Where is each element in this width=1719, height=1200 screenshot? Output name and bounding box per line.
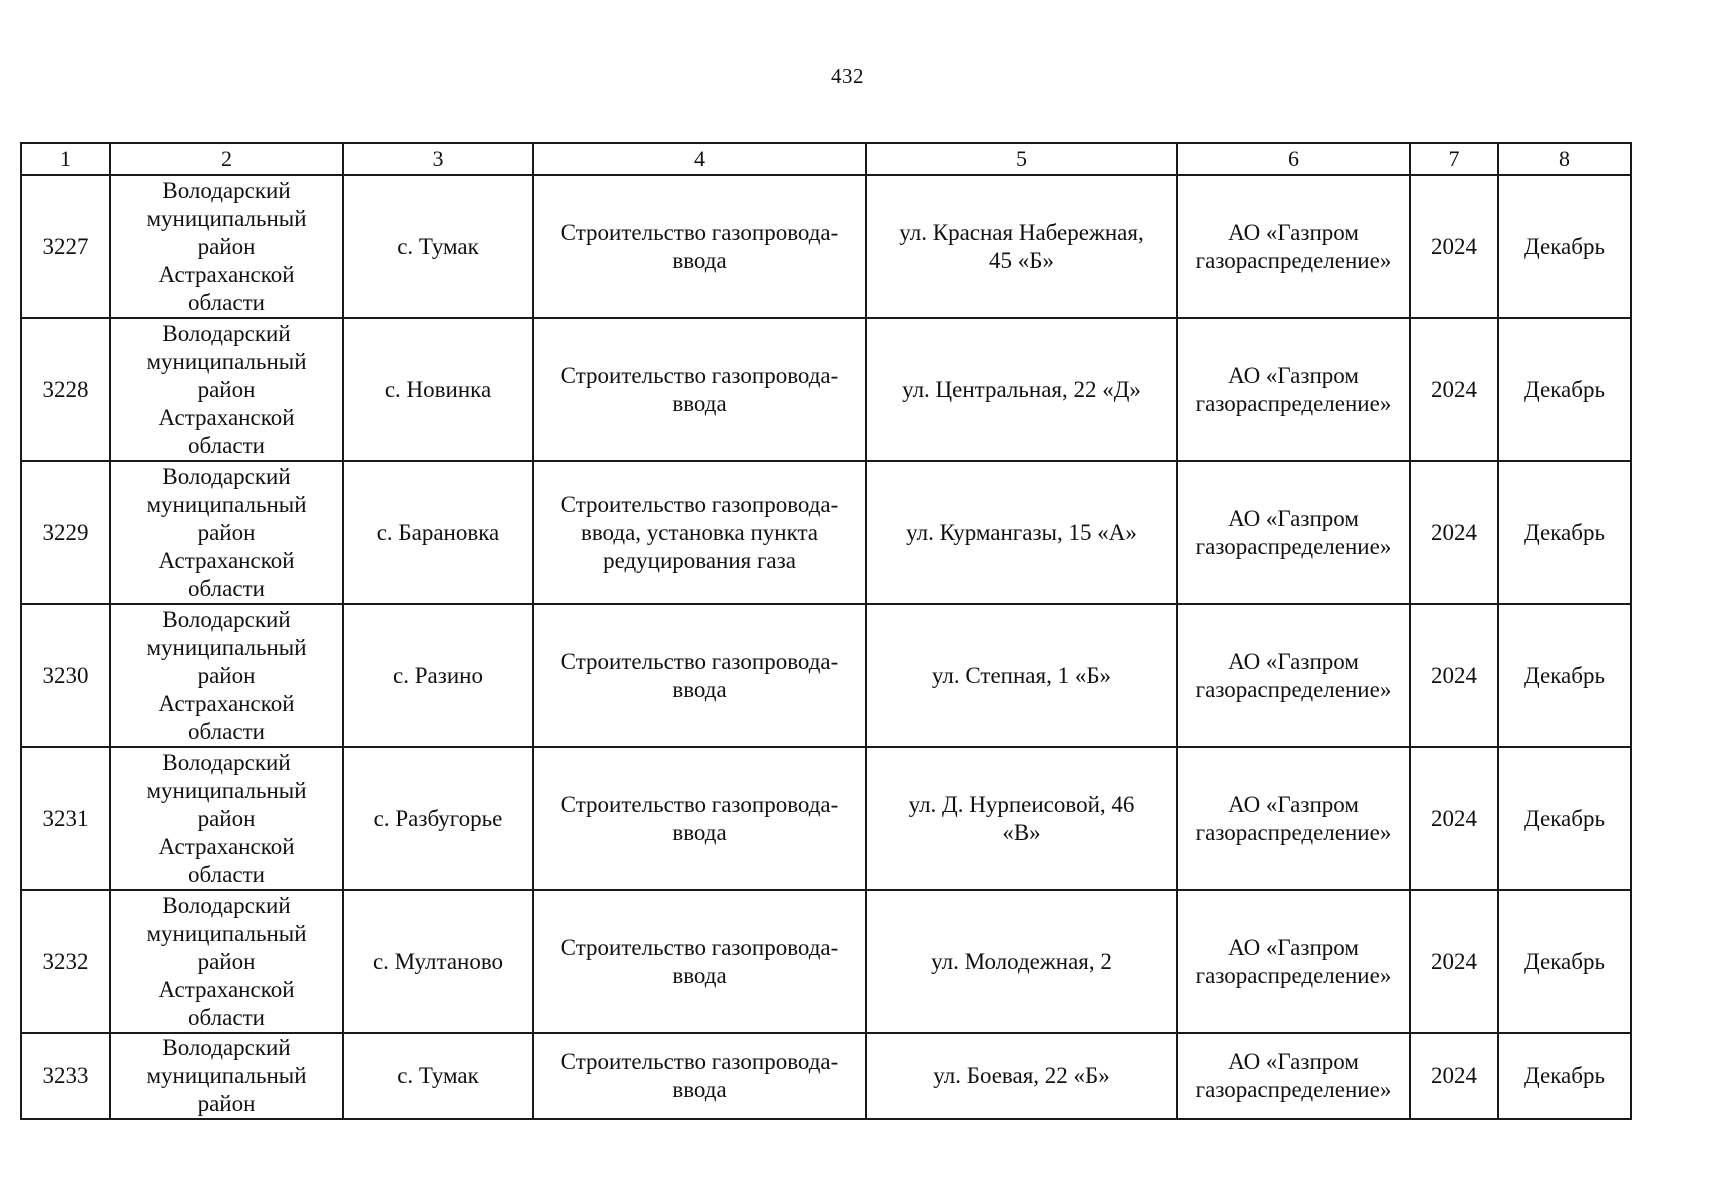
row-number-cell: 3227 — [21, 175, 110, 318]
cell-line: муниципальный — [146, 348, 307, 374]
year-cell: 2024 — [1410, 175, 1498, 318]
row-number-cell: 3229 — [21, 461, 110, 604]
cell-line: ввода — [672, 390, 727, 416]
cell-line: Астраханской — [158, 547, 295, 573]
month-cell: Декабрь — [1498, 175, 1631, 318]
contractor-cell — [1177, 318, 1410, 461]
contractor-cell — [1177, 890, 1410, 1033]
cell-line: АО «Газпром — [1228, 648, 1359, 674]
column-header: 6 — [1177, 143, 1410, 175]
cell-line: АО «Газпром — [1228, 934, 1359, 960]
gas-pipeline-table — [20, 142, 1632, 1120]
work-description-cell — [533, 175, 866, 318]
cell-line: Строительство газопровода- — [560, 934, 839, 960]
address-cell — [866, 175, 1177, 318]
cell-line: Строительство газопровода- — [560, 1049, 839, 1074]
row-number-cell: 3231 — [21, 747, 110, 890]
cell-line: район — [197, 948, 256, 974]
cell-line: области — [188, 861, 265, 887]
settlement-cell: с. Мултаново — [343, 890, 533, 1033]
cell-line: муниципальный — [146, 491, 307, 517]
cell-line: район — [197, 1091, 256, 1116]
table-row — [21, 890, 1631, 1033]
cell-line: Строительство газопровода- — [560, 491, 839, 517]
cell-line: области — [188, 575, 265, 601]
work-description-cell — [533, 890, 866, 1033]
cell-line: Строительство газопровода- — [560, 219, 839, 245]
cell-line: Володарский — [162, 606, 291, 632]
cell-line: газораспределение» — [1195, 247, 1392, 273]
cell-line: Астраханской — [158, 976, 295, 1002]
table-row — [21, 604, 1631, 747]
cell-line: АО «Газпром — [1228, 1049, 1359, 1074]
address-cell — [866, 461, 1177, 604]
settlement-cell: с. Тумак — [343, 175, 533, 318]
cell-line: АО «Газпром — [1228, 362, 1359, 388]
cell-line: Володарский — [162, 177, 291, 203]
row-number-cell: 3232 — [21, 890, 110, 1033]
district-cell — [110, 175, 343, 318]
year-cell: 2024 — [1410, 1033, 1498, 1119]
table-row — [21, 461, 1631, 604]
address-cell — [866, 747, 1177, 890]
month-cell: Декабрь — [1498, 461, 1631, 604]
district-cell — [110, 461, 343, 604]
contractor-cell — [1177, 747, 1410, 890]
district-cell — [110, 747, 343, 890]
cell-line: муниципальный — [146, 634, 307, 660]
column-number-row — [21, 143, 1631, 175]
column-header: 7 — [1410, 143, 1498, 175]
cell-line: ул. Курмангазы, 15 «А» — [906, 519, 1137, 545]
year-cell: 2024 — [1410, 604, 1498, 747]
year-cell: 2024 — [1410, 890, 1498, 1033]
cell-line: ул. Степная, 1 «Б» — [931, 662, 1112, 688]
cell-line: 45 «Б» — [989, 247, 1054, 273]
cell-line: Строительство газопровода- — [560, 362, 839, 388]
year-cell: 2024 — [1410, 318, 1498, 461]
address-cell — [866, 604, 1177, 747]
cell-line: район — [197, 376, 256, 402]
work-description-cell — [533, 1033, 866, 1119]
settlement-cell: с. Разбугорье — [343, 747, 533, 890]
cell-line: Володарский — [162, 749, 291, 775]
year-cell: 2024 — [1410, 747, 1498, 890]
address-cell — [866, 318, 1177, 461]
cell-line: Володарский — [162, 1035, 291, 1060]
settlement-cell: с. Барановка — [343, 461, 533, 604]
work-description-cell — [533, 461, 866, 604]
cell-line: район — [197, 662, 256, 688]
cell-line: ул. Молодежная, 2 — [931, 948, 1112, 974]
table-row — [21, 175, 1631, 318]
cell-line: Астраханской — [158, 261, 295, 287]
cell-line: Володарский — [162, 892, 291, 918]
cell-line: Строительство газопровода- — [560, 648, 839, 674]
settlement-cell: с. Тумак — [343, 1033, 533, 1119]
cell-line: ул. Центральная, 22 «Д» — [902, 376, 1141, 402]
column-header: 2 — [110, 143, 343, 175]
cell-line: район — [197, 519, 256, 545]
cell-line: ввода, установка пункта — [580, 519, 819, 545]
settlement-cell: с. Разино — [343, 604, 533, 747]
cell-line: муниципальный — [146, 777, 307, 803]
column-header: 3 — [343, 143, 533, 175]
row-number-cell: 3233 — [21, 1033, 110, 1119]
contractor-cell — [1177, 461, 1410, 604]
column-header: 8 — [1498, 143, 1631, 175]
cell-line: газораспределение» — [1195, 533, 1392, 559]
month-cell: Декабрь — [1498, 318, 1631, 461]
cell-line: район — [197, 805, 256, 831]
cell-line: Володарский — [162, 320, 291, 346]
table-row — [21, 1033, 1631, 1119]
cell-line: Строительство газопровода- — [560, 791, 839, 817]
cell-line: газораспределение» — [1195, 390, 1392, 416]
month-cell: Декабрь — [1498, 1033, 1631, 1119]
cell-line: ввода — [672, 676, 727, 702]
cell-line: Астраханской — [158, 833, 295, 859]
cell-line: газораспределение» — [1195, 962, 1392, 988]
cell-line: Астраханской — [158, 690, 295, 716]
cell-line: ул. Красная Набережная, — [899, 219, 1144, 245]
contractor-cell — [1177, 175, 1410, 318]
cell-line: муниципальный — [146, 1063, 307, 1088]
cell-line: ул. Д. Нурпеисовой, 46 — [908, 791, 1135, 817]
settlement-cell: с. Новинка — [343, 318, 533, 461]
work-description-cell — [533, 604, 866, 747]
cell-line: области — [188, 432, 265, 458]
cell-line: АО «Газпром — [1228, 791, 1359, 817]
cell-line: области — [188, 718, 265, 744]
district-cell — [110, 604, 343, 747]
district-cell — [110, 318, 343, 461]
cell-line: Володарский — [162, 463, 291, 489]
cell-line: АО «Газпром — [1228, 219, 1359, 245]
address-cell — [866, 1033, 1177, 1119]
month-cell: Декабрь — [1498, 890, 1631, 1033]
row-number-cell: 3228 — [21, 318, 110, 461]
row-number-cell: 3230 — [21, 604, 110, 747]
work-description-cell — [533, 747, 866, 890]
cell-line: АО «Газпром — [1228, 505, 1359, 531]
cell-line: области — [188, 1004, 265, 1030]
district-cell — [110, 1033, 343, 1119]
cell-line: ввода — [672, 962, 727, 988]
address-cell — [866, 890, 1177, 1033]
year-cell: 2024 — [1410, 461, 1498, 604]
cell-line: ввода — [672, 247, 727, 273]
cell-line: Астраханской — [158, 404, 295, 430]
cell-line: области — [188, 289, 265, 315]
cell-line: муниципальный — [146, 205, 307, 231]
cell-line: район — [197, 233, 256, 259]
column-header: 1 — [21, 143, 110, 175]
cell-line: газораспределение» — [1195, 819, 1392, 845]
month-cell: Декабрь — [1498, 747, 1631, 890]
contractor-cell — [1177, 604, 1410, 747]
page-number: 432 — [831, 64, 864, 88]
cell-line: ввода — [672, 819, 727, 845]
table-row — [21, 318, 1631, 461]
cell-line: ввода — [672, 1077, 727, 1102]
cell-line: ул. Боевая, 22 «Б» — [933, 1063, 1110, 1088]
contractor-cell — [1177, 1033, 1410, 1119]
table-row — [21, 747, 1631, 890]
work-description-cell — [533, 318, 866, 461]
cell-line: муниципальный — [146, 920, 307, 946]
cell-line: газораспределение» — [1195, 1077, 1392, 1102]
cell-line: «В» — [1002, 819, 1041, 845]
district-cell — [110, 890, 343, 1033]
month-cell: Декабрь — [1498, 604, 1631, 747]
cell-line: редуцирования газа — [603, 547, 796, 573]
column-header: 4 — [533, 143, 866, 175]
cell-line: газораспределение» — [1195, 676, 1392, 702]
column-header: 5 — [866, 143, 1177, 175]
